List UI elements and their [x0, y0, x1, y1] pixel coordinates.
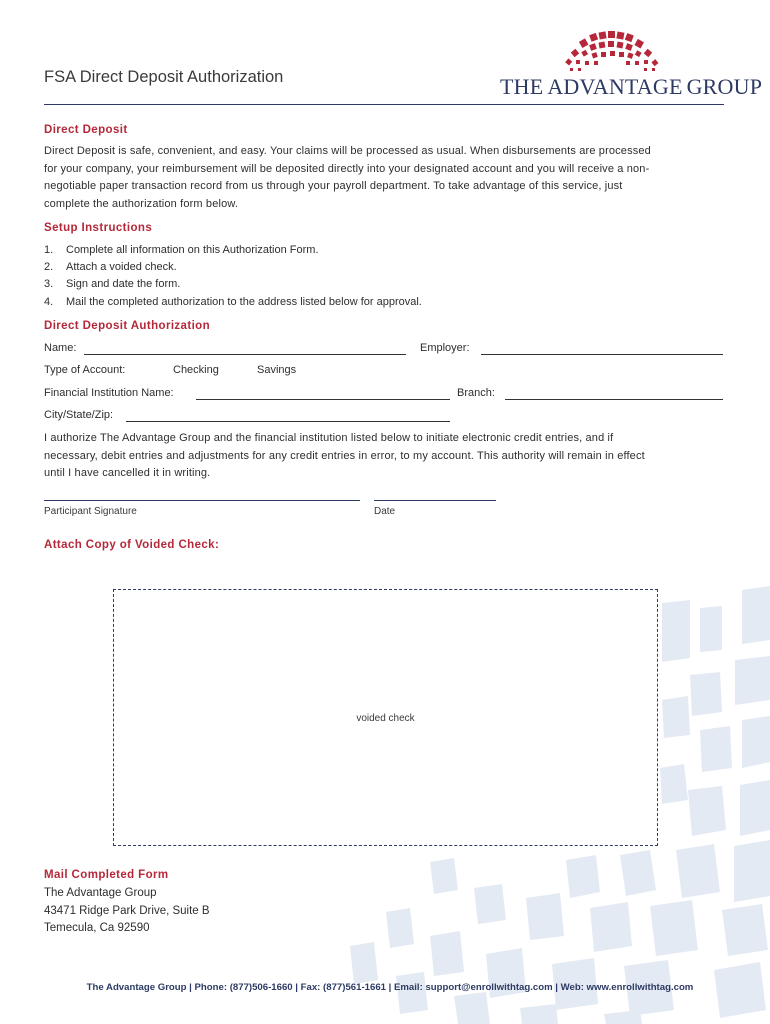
list-item: 3. Sign and date the form.	[44, 278, 181, 291]
address-line: 43471 Ridge Park Drive, Suite B	[44, 904, 210, 917]
savings-option[interactable]: Savings	[257, 364, 297, 376]
description-line: for your company, your reimbursement will be deposited directly into your designated account and you will receive a non-	[44, 162, 650, 175]
address-line: The Advantage Group	[44, 887, 157, 899]
list-item: 1. Complete all information on this Authorization Form.	[44, 244, 319, 256]
mail-form-heading: Mail Completed Form	[44, 869, 169, 881]
authorization-statement	[44, 430, 724, 483]
city-state-zip-label: City/State/Zip:	[44, 409, 114, 421]
date-label: Date	[374, 506, 396, 517]
account-type-label: Type of Account:	[44, 364, 126, 376]
branch-label: Branch:	[457, 387, 495, 399]
voided-check-heading: Attach Copy of Voided Check:	[44, 539, 220, 551]
contact-footer: The Advantage Group | Phone: (877)506-1660 | Fax: (877)561-1661 | Email: support@enrollwithtag.com | Web: www.enrollwithtag.com	[86, 982, 694, 993]
description-line: complete the authorization form below.	[44, 197, 239, 210]
voided-check-placeholder: voided check	[356, 713, 415, 724]
institution-field[interactable]	[196, 399, 450, 400]
list-item: 4. Mail the completed authorization to the address listed below for approval.	[44, 295, 422, 308]
date-field[interactable]	[374, 500, 496, 501]
voided-check-attachment-area[interactable]	[113, 589, 658, 846]
company-logo	[500, 30, 763, 102]
statement-line: necessary, debit entries and adjustments for any credit entries in error, to my account. This authority will remain in effect	[44, 449, 645, 462]
description-line: Direct Deposit is safe, convenient, and easy. Your claims will be processed as usual. When disbursements are processed	[44, 145, 651, 157]
name-label: Name:	[44, 342, 77, 354]
city-state-zip-field[interactable]	[126, 421, 450, 422]
direct-deposit-description	[44, 143, 724, 213]
address-line: Temecula, Ca 92590	[44, 922, 150, 934]
employer-field[interactable]	[481, 354, 723, 355]
mailing-address	[44, 885, 210, 938]
direct-deposit-heading: Direct Deposit	[44, 124, 128, 136]
signature-field[interactable]	[44, 500, 360, 501]
setup-steps-list	[44, 242, 422, 311]
list-item: 2. Attach a voided check.	[44, 261, 177, 274]
header-divider	[44, 104, 724, 105]
employer-label: Employer:	[420, 342, 470, 354]
name-field[interactable]	[84, 354, 406, 355]
logo-wordmark: THE ADVANTAGE GROUP	[500, 74, 763, 99]
statement-line: until I have cancelled it in writing.	[44, 467, 211, 479]
logo-mark-icon	[500, 30, 726, 78]
setup-instructions-heading: Setup Instructions	[44, 222, 153, 234]
branch-field[interactable]	[505, 399, 723, 400]
signature-label: Participant Signature	[44, 506, 137, 517]
document-title: FSA Direct Deposit Authorization	[44, 68, 284, 86]
checking-option[interactable]: Checking	[173, 364, 219, 376]
authorization-heading: Direct Deposit Authorization	[44, 320, 211, 332]
institution-label: Financial Institution Name:	[44, 387, 174, 399]
statement-line: I authorize The Advantage Group and the financial institution listed below to initiate electronic credit entries, and if	[44, 432, 614, 444]
description-line: negotiable paper transaction record from us through your payroll department. To take advantage of this service, just	[44, 180, 623, 192]
